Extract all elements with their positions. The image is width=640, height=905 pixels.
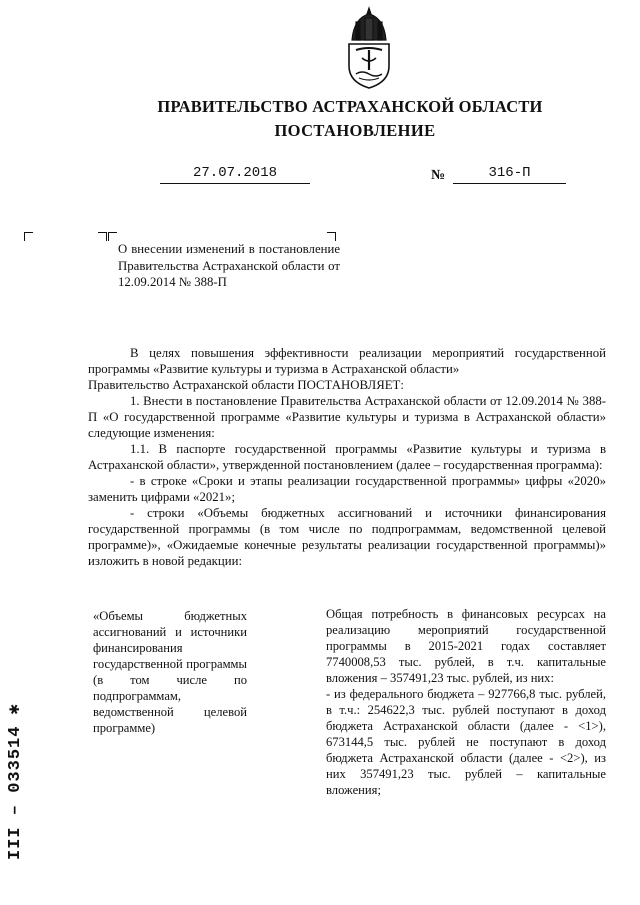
coat-of-arms-icon: [344, 6, 394, 90]
paragraph-dash-2: - строки «Объемы бюджетных ассигнований и источники финансирования государственной программы (в том числе по подпрограммам, ведомственной целевой программе)», «Ожидаемые конечные результаты реализации государственной программы)» изложить в новой редакции:: [88, 506, 606, 568]
paragraph-preamble: В целях повышения эффективности реализации мероприятий государственной программы «Развитие культуры и туризма в Астраханской области»: [88, 346, 606, 376]
body-section: [88, 345, 606, 569]
paragraph-dash-1: - в строке «Сроки и этапы реализации государственной программы» цифры «2020» заменить цифрами «2021»;: [88, 474, 606, 504]
paragraph-resolves: Правительство Астраханской области ПОСТАНОВЛЯЕТ:: [88, 378, 404, 392]
funding-federal: - из федерального бюджета – 927766,8 тыс. рублей, в т.ч.: 254622,3 тыс. рублей поступают в доход бюджета Астраханской области (далее - <1>), 673144,5 тыс. рублей не поступают в доход бюджета Астраханской области (далее - <2>), из них 357491,23 тыс. рублей – капитальные вложения;: [326, 687, 606, 797]
table-right-cell: [326, 606, 606, 798]
corner-mark: [98, 232, 107, 241]
paragraph-item-1: 1. Внести в постановление Правительства Астраханской области от 12.09.2014 № 388-П «О государственной программе «Развитие культуры и туризма в Астраханской области» следующие изменения:: [88, 394, 606, 440]
corner-mark: [327, 232, 336, 241]
corner-mark: [108, 232, 117, 241]
document-subject: О внесении изменений в постановление Правительства Астраханской области от 12.09.2014 № 388-П: [118, 242, 340, 290]
table-left-cell: «Объемы бюджетных ассигнований и источники финансирования государственной программы (в том числе по подпрограммам, ведомственной целевой программе): [93, 609, 247, 735]
paragraph-item-1-1: 1.1. В паспорте государственной программы «Развитие культуры и туризма в Астраханской области», утвержденной постановлением (далее – государственная программа):: [88, 442, 606, 472]
document-type: ПОСТАНОВЛЕНИЕ: [274, 121, 436, 140]
government-title: ПРАВИТЕЛЬСТВО АСТРАХАНСКОЙ ОБЛАСТИ: [157, 97, 543, 116]
funding-total: Общая потребность в финансовых ресурсах на реализацию мероприятий государственной программы в 2015-2021 годах составляет 7740008,53 тыс. рублей, в т.ч. капитальные вложения – 357491,23 тыс. рублей, из них:: [326, 607, 606, 685]
number-sign: №: [431, 168, 446, 183]
side-stamp: III – 033514 ✱: [6, 703, 25, 860]
document-number: 316-П: [453, 165, 566, 184]
corner-mark: [24, 232, 33, 241]
document-date: 27.07.2018: [160, 165, 310, 184]
